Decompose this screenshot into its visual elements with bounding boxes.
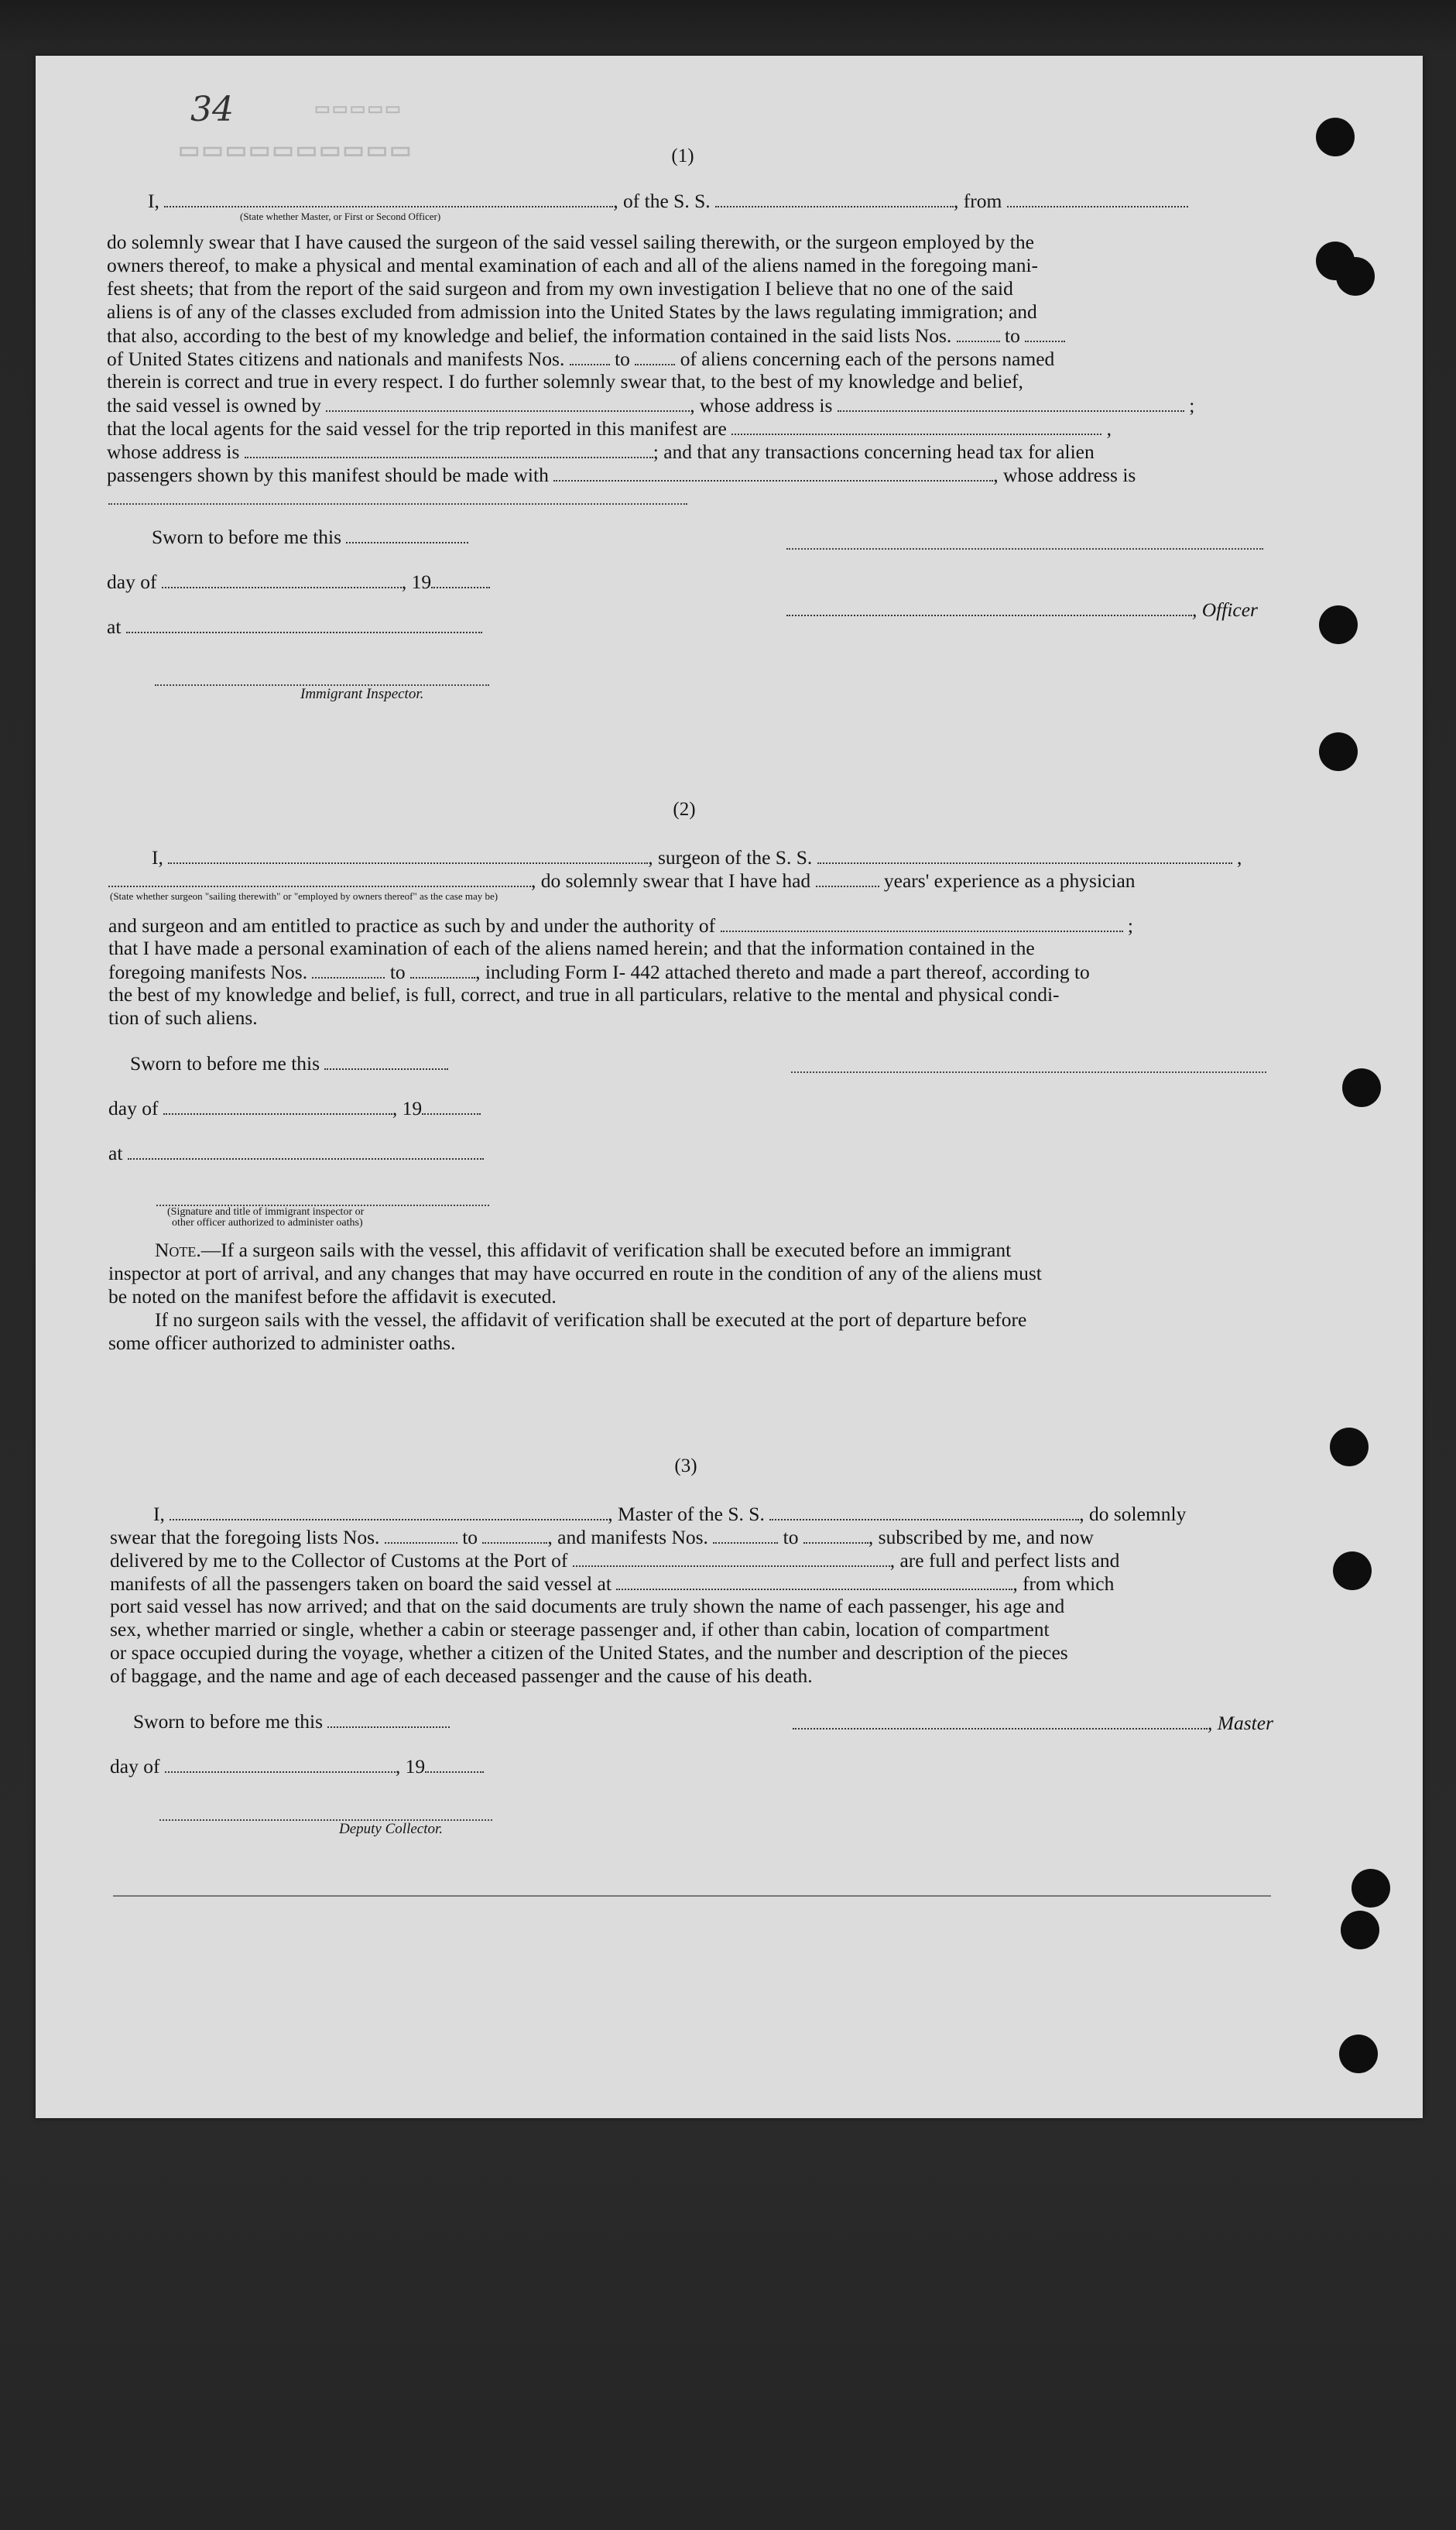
- punch-hole: [1319, 605, 1358, 644]
- part1-body-2: fest sheets; that from the report of the said surgeon and from my own investigation I believe that no one of the said: [107, 277, 1013, 300]
- part3-day-of: day of , 19: [110, 1754, 484, 1778]
- punch-hole: [1336, 257, 1375, 296]
- part3-body-0: swear that the foregoing lists Nos. to , and manifests Nos. to , subscribed by me, and now: [110, 1526, 1094, 1548]
- inspector-caption: Immigrant Inspector.: [300, 686, 424, 702]
- part3-line1: I, , Master of the S. S. , do solemnly: [153, 1503, 1187, 1525]
- part1-body-4: that also, according to the best of my knowledge and belief, the information contained in the said lists Nos. to: [107, 324, 1065, 348]
- punch-hole: [1339, 2035, 1378, 2073]
- section-2-heading: (2): [673, 799, 696, 820]
- part2-note-2: be noted on the manifest before the affidavit is executed.: [108, 1285, 557, 1308]
- part3-body-2: manifests of all the passengers taken on board the said vessel at , from which: [110, 1572, 1115, 1595]
- part1-body-6: therein is correct and true in every respect. I do further solemnly swear that, to the best of my knowledge and belief,: [107, 370, 1023, 393]
- part3-body-1: delivered by me to the Collector of Customs at the Port of , are full and perfect lists and: [110, 1549, 1120, 1572]
- punch-hole: [1341, 1911, 1379, 1949]
- bottom-rule: [113, 1895, 1271, 1897]
- page-number-mark: 34: [190, 90, 234, 129]
- part2-day-of: day of , 19: [108, 1096, 481, 1120]
- manifest-page: [36, 56, 1423, 2118]
- part1-officer-note: (State whether Master, or First or Second Officer): [240, 211, 441, 222]
- part2-note-0: Note.—If a surgeon sails with the vessel, this affidavit of verification shall be executed before an immigrant: [155, 1239, 1012, 1261]
- part2-body-4: tion of such aliens.: [108, 1006, 258, 1029]
- surgeon-signature-line: [791, 1070, 1266, 1073]
- part3-sworn: Sworn to before me this: [133, 1709, 450, 1733]
- part2-note-1: inspector at port of arrival, and any changes that may have occurred en route in the condition of any of the aliens must: [108, 1262, 1042, 1284]
- part3-body-5: or space occupied during the voyage, whether a citizen of the United States, and the number and description of the pieces: [110, 1641, 1068, 1664]
- bleed-through: ▭▭▭▭▭: [314, 101, 403, 121]
- part1-body-7: the said vessel is owned by , whose address is ;: [107, 394, 1195, 417]
- bleed-through: ▭▭▭▭▭▭▭▭▭▭: [178, 140, 413, 166]
- part2-sworn: Sworn to before me this: [130, 1051, 448, 1075]
- part2-note-3: If no surgeon sails with the vessel, the affidavit of verification shall be executed at the port of departure before: [155, 1308, 1027, 1331]
- officer-signature-line-top: [786, 547, 1263, 550]
- part2-body-3: the best of my knowledge and belief, is full, correct, and true in all particulars, relative to the mental and physical condi-: [108, 983, 1060, 1006]
- part2-line2: , do solemnly swear that I have had years' experience as a physician: [108, 869, 1136, 893]
- part1-day-of: day of , 19: [107, 570, 490, 594]
- section-1-heading: (1): [671, 146, 694, 166]
- part1-officer-line: , Officer: [786, 598, 1258, 622]
- part2-body-1: that I have made a personal examination of each of the aliens named herein; and that the information contained in the: [108, 937, 1035, 959]
- punch-hole: [1319, 732, 1358, 771]
- part1-body-9: whose address is ; and that any transactions concerning head tax for alien: [107, 441, 1095, 463]
- part2-sig-note-2: other officer authorized to administer oaths): [172, 1217, 363, 1229]
- part2-sig-note-1: (Signature and title of immigrant inspector or: [167, 1206, 365, 1218]
- part1-body-1: owners thereof, to make a physical and mental examination of each and all of the aliens named in the foregoing mani-: [107, 254, 1039, 276]
- part2-at: at: [108, 1141, 484, 1165]
- part2-surgeon-note: (State whether surgeon "sailing therewith" or "employed by owners thereof" as the case may be): [110, 890, 498, 902]
- collector-caption: Deputy Collector.: [339, 1821, 444, 1837]
- punch-hole: [1330, 1428, 1369, 1466]
- part1-sworn: Sworn to before me this: [152, 525, 468, 549]
- part1-body-0: do solemnly swear that I have caused the surgeon of the said vessel sailing therewith, or the surgeon employed by the: [107, 231, 1034, 253]
- part2-note-4: some officer authorized to administer oaths.: [108, 1332, 456, 1354]
- part1-body-3: aliens is of any of the classes excluded from admission into the United States by the laws regulating immigration; and: [107, 300, 1037, 323]
- section-3-heading: (3): [674, 1455, 697, 1476]
- part2-body-2: foregoing manifests Nos. to , including Form I- 442 attached thereto and made a part thereof, according to: [108, 961, 1090, 983]
- punch-hole: [1342, 1068, 1381, 1107]
- part1-line1: I, , of the S. S. , from: [148, 189, 1188, 213]
- punch-hole: [1316, 118, 1355, 156]
- punch-hole: [1352, 1869, 1390, 1908]
- part2-body-0: and surgeon and am entitled to practice as such by and under the authority of ;: [108, 914, 1133, 937]
- address-continuation-line: [108, 502, 687, 505]
- part1-body-8: that the local agents for the said vessel for the trip reported in this manifest are ,: [107, 417, 1112, 440]
- part1-body-5: of United States citizens and nationals and manifests Nos. to of aliens concerning each of the persons named: [107, 348, 1055, 370]
- punch-hole: [1333, 1551, 1372, 1590]
- part1-body-10: passengers shown by this manifest should be made with , whose address is: [107, 464, 1136, 486]
- part3-master-line: , Master: [793, 1711, 1273, 1735]
- part1-at: at: [107, 615, 482, 639]
- part3-body-6: of baggage, and the name and age of each deceased passenger and the cause of his death.: [110, 1664, 813, 1687]
- part3-body-4: sex, whether married or single, whether a cabin or steerage passenger and, if other than cabin, location of compartment: [110, 1618, 1050, 1640]
- part2-line1: I, , surgeon of the S. S. ,: [152, 846, 1242, 869]
- part3-body-3: port said vessel has now arrived; and that on the said documents are truly shown the name of each passenger, his age and: [110, 1595, 1065, 1617]
